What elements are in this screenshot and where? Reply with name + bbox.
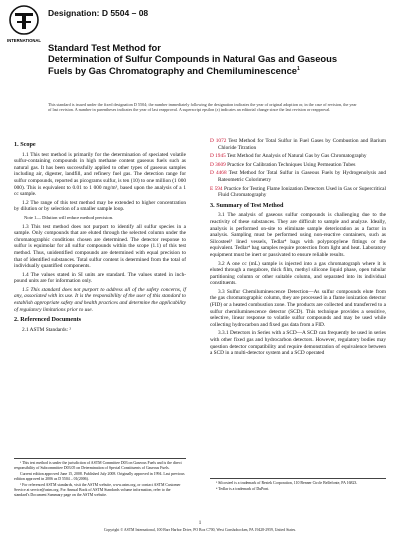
section-3-heading: 3. Summary of Test Method bbox=[210, 201, 284, 209]
para-1-5: 1.5 This standard does not purport to address all of the safety concerns, if any, associated with its use. It is the responsibility of the user of this standard to establish appropriate safety and health practices and determine the applicability of regulatory limitations prior to use. bbox=[14, 286, 186, 313]
para-3-3: 3.3 Sulfur Chemiluminescence Detection—As sulfur compounds elute from the gas chromatographic column, they are processed in a flame ionization detector (FID) or a heated combustion zone. The products are collected and transferred to a sulfur chemiluminescence detector (SCD). This technique provides a sensitive, selective, linear response to volatile sulfur compounds and may be used while collecting hydrocarbon and fixed gas data from a FID. bbox=[210, 288, 386, 328]
para-1-2: 1.2 The range of this test method may be extended to higher concentration by dilution or by selection of a smaller sample loop. bbox=[14, 199, 186, 213]
section-1-heading: 1. Scope bbox=[14, 141, 36, 148]
footnote: ² For referenced ASTM standards, visit the ASTM website, www.astm.org, or contact ASTM Customer Service at service@astm.org. For Annual Book of ASTM Standards volume information, refer to the standard's Document Summary page on the ASTM website. bbox=[14, 483, 181, 497]
logo-text: INTERNATIONAL bbox=[7, 38, 41, 43]
reference-link[interactable]: D 1945 bbox=[210, 153, 226, 160]
reference-item bbox=[210, 162, 386, 169]
reference-link[interactable]: D 1072 bbox=[210, 138, 227, 144]
issue-note: This standard is issued under the fixed designation D 5504; the number immediately following the designation indicates the year of original adoption or, in the case of revision, the year of last revision. A number in parentheses indicates the year of last reapproval. A superscript epsilon (ε) indicates an editorial change since the last revision or reapproval. bbox=[48, 102, 357, 113]
para-3-2: 3.2 A one cc (mL) sample is injected into a gas chromatograph where it is eluted through a megabore, thick film, methyl silicone liquid phase, open tubular partitioning column or other suitable column, and separated into its individual constituents. bbox=[210, 260, 386, 287]
footnote: ³ Silcosteel is a trademark of Restek Corporation, 110 Benner Circle Bellefonte, PA 16823. bbox=[216, 481, 358, 485]
reference-title: Practice for Testing Flame Ionization Detectors Used in Gas or Supercritical Fluid Chromatography bbox=[218, 185, 387, 199]
para-1-4: 1.4 The values stated in SI units are standard. The values stated in inch-pound units are for information only. bbox=[14, 271, 186, 285]
note-1: Note 1— Dilution will reduce method precision. bbox=[24, 214, 114, 220]
standard-title-text: Determination of Sulfur Compounds in Natural Gas and Gaseous Fuels by Gas Chromatography and Chemiluminescence bbox=[48, 53, 338, 77]
footnotes-left bbox=[14, 458, 186, 499]
footnote: ¹ This test method is under the jurisdiction of ASTM Committee D03 on Gaseous Fuels and is the direct responsibility of Subcommittee D03.05 on Determination of Special Constituents of Gaseous Fuels. bbox=[14, 461, 182, 470]
standard-type: Standard Test Method for bbox=[48, 42, 161, 53]
reference-item bbox=[210, 186, 386, 199]
para-3-3-1: 3.3.1 Detectors in Series with a SCD—A SCD can frequently be used in series with other fixed gas and hydrocarbon detectors. However, regulatory bodies may question detector compatibility and require demonstration of equivalence between a SCD in a multi-detector system and a SCD operated bbox=[210, 330, 386, 357]
copyright-line: Copyright © ASTM International, 100 Barr Harbor Drive, PO Box C700, West Conshohocken, PA 19428-2959, United States. bbox=[103, 528, 297, 532]
para-2-1: 2.1 ASTM Standards: ² bbox=[22, 326, 71, 333]
reference-title: Test Method for Total Sulfur in Fuel Gases by Combustion and Barium Chloride Titration bbox=[218, 138, 386, 151]
reference-link[interactable]: D 4468 bbox=[210, 170, 227, 177]
footnote: Current edition approved June 15, 2008. Published July 2008. Originally approved in 1994. Last previous edition approved in 2006 as D 5504 – 01(2006). bbox=[14, 472, 185, 481]
reference-item bbox=[210, 170, 386, 183]
standard-title bbox=[48, 53, 348, 76]
astm-logo bbox=[6, 4, 42, 44]
reference-item bbox=[210, 153, 386, 160]
reference-title: Practice for Calibration Techniques Using Permeation Tubes bbox=[227, 161, 356, 168]
title-footnote-mark: 1 bbox=[297, 66, 300, 72]
left-column bbox=[14, 138, 186, 335]
reference-title: Test Method for Total Sulfur in Gaseous Fuels by Hydrogenolysis and Rateometric Colorimetry bbox=[218, 170, 386, 183]
section-2-heading: 2. Referenced Documents bbox=[14, 316, 82, 324]
reference-link[interactable]: D 3609 bbox=[210, 161, 226, 168]
footnote: ⁴ Tedlar is a trademark of DuPont. bbox=[216, 487, 270, 491]
page-number: 1 bbox=[198, 521, 202, 526]
reference-title: Test Method for Analysis of Natural Gas by Gas Chromatography bbox=[226, 153, 367, 160]
title-block bbox=[48, 42, 348, 76]
reference-link[interactable]: E 594 bbox=[210, 185, 223, 192]
para-1-3: 1.3 This test method does not purport to identify all sulfur species in a sample. Only compounds that are eluted through the selected column under the chromatographic conditions chosen are determined. The detector response to sulfur is equimolar for all sulfur compounds within the scope (1.1) of this test method. Thus, unidentified compounds are determined with equal precision to that of identified substances. Total sulfur content is determined from the total of individually quantified components. bbox=[14, 223, 186, 270]
reference-item bbox=[210, 138, 386, 151]
footnotes-right bbox=[210, 478, 386, 493]
para-1-1: 1.1 This test method is primarily for the determination of speciated volatile sulfur-containing compounds in high methane content gaseous fuels such as natural gas. It has been successfully applied to other types of gaseous samples including air, digester, landfill, and refinery fuel gas. The detection range for sulfur compounds, reported as picograms sulfur, is ten (10) to one million (1 000 000). This is equivalent to 0.01 to 1 000 mg/m³, based upon the analysis of a 1 cc sample. bbox=[14, 151, 186, 198]
designation: Designation: D 5504 – 08 bbox=[48, 8, 149, 18]
right-column bbox=[210, 138, 386, 359]
para-3-1: 3.1 The analysis of gaseous sulfur compounds is challenging due to the reactivity of these substances. They are difficult to sample and analyze. Ideally, analysis is performed on-site to eliminate sample deterioration as a factor in analysis. Sampling must be performed using non-reactive containers, such as Silcosteel³ lined vessels, Tedlar⁴ bags with polypropylene fittings or the equivalent. Tedlar⁴ bag samples require protection from light and heat. Laboratory equipment must be inert or passivated to ensure reliable results. bbox=[210, 212, 386, 258]
